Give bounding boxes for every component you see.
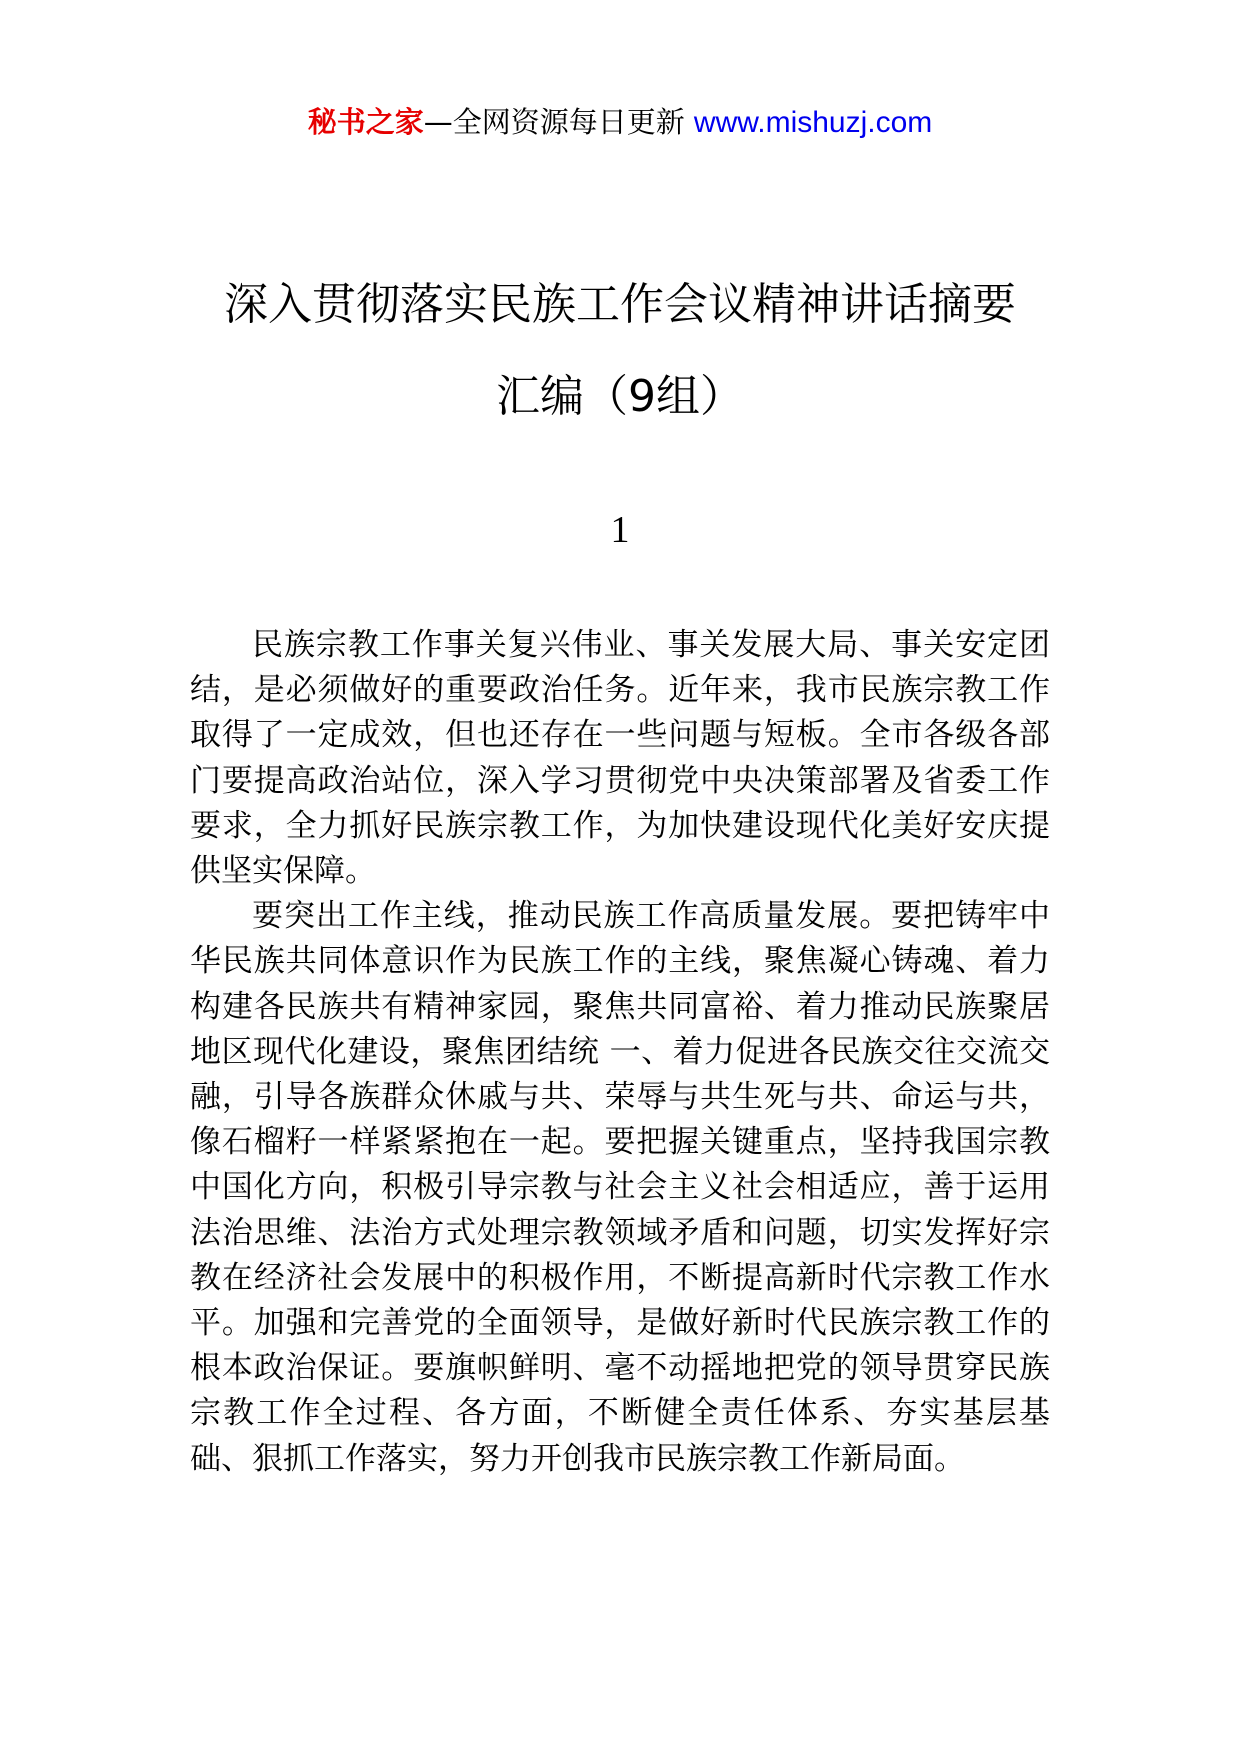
site-header	[0, 102, 1240, 143]
brand-name: 秘书之家	[307, 105, 424, 139]
body-paragraph-1: 民族宗教工作事关复兴伟业、事关发展大局、事关安定团结，是必须做好的重要政治任务。近年来，我市民族宗教工作取得了一定成效，但也还存在一些问题与短板。全市各级各部门要提高政治站位，深入学习贯彻党中央决策部署及省委工作要求，全力抓好民族宗教工作，为加快建设现代化美好安庆提供坚实保障。	[190, 627, 1050, 890]
document-title-line-2: 汇编（9组）	[496, 371, 744, 422]
document-title-line-1: 深入贯彻落实民族工作会议精神讲话摘要	[224, 279, 1016, 330]
document-body	[190, 623, 1050, 1482]
section-number: 1	[610, 509, 630, 551]
site-url-link[interactable]: www.mishuzj.com	[693, 106, 933, 139]
body-paragraph-2: 要突出工作主线，推动民族工作高质量发展。要把铸牢中华民族共同体意识作为民族工作的主线，聚焦凝心铸魂、着力构建各民族共有精神家园，聚焦共同富裕、着力推动民族聚居地区现代化建设，聚焦团结统 一、着力促进各民族交往交流交融，引导各族群众休戚与共、荣辱与共生死与共、命运与共，像石榴籽一样紧紧抱在一起。要把握关键重点，坚持我国宗教中国化方向，积极引导宗教与社会主义社会相适应，善于运用法治思维、法治方式处理宗教领域矛盾和问题，切实发挥好宗教在经济社会发展中的积极作用，不断提高新时代宗教工作水平。加强和完善党的全面领导，是做好新时代民族宗教工作的根本政治保证。要旗帜鲜明、毫不动摇地把党的领导贯穿民族宗教工作全过程、各方面，不断健全责任体系、夯实基层基础、狠抓工作落实，努力开创我市民族宗教工作新局面。	[190, 898, 1050, 1477]
site-tagline: —全网资源每日更新	[423, 105, 694, 139]
